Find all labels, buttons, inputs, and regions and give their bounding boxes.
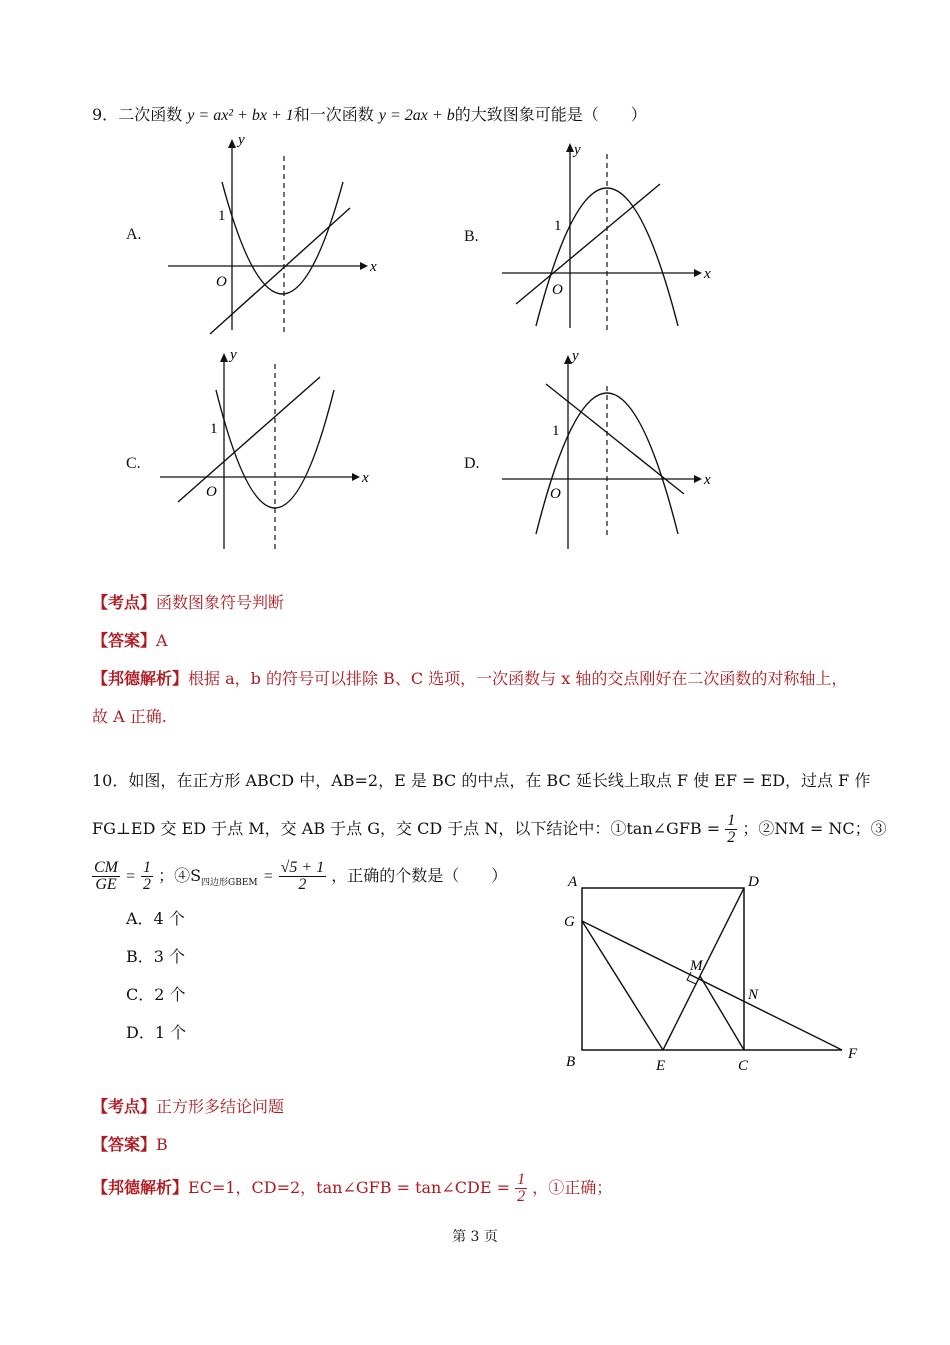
kaodian-tag: 【考点】 — [92, 593, 157, 612]
q9-option-d-label: D. — [464, 455, 480, 472]
label-m: M — [690, 958, 703, 974]
x-label: x — [704, 266, 711, 282]
frac-cm: CM — [94, 859, 118, 876]
q10-line1: 10．如图，在正方形 ABCD 中，AB=2，E 是 BC 的中点，在 BC 延长线上取点 F 使 EF = ED，过点 F 作 — [92, 771, 871, 790]
kaodian-tag: 【考点】 — [92, 1097, 157, 1116]
analysis-text-a: EC=1，CD=2，tan∠GFB = tan∠CDE = — [188, 1178, 511, 1197]
y-label: y — [230, 347, 237, 363]
y-label: y — [574, 142, 581, 158]
q10-line2 — [92, 812, 887, 846]
y-axis-arrow — [228, 139, 236, 148]
analysis-text-1: 根据 a，b 的符号可以排除 B、C 选项，一次函数与 x 轴的交点刚好在二次函数的对称轴上， — [188, 669, 848, 688]
q10-line3-b: ，正确的个数是（ ） — [331, 866, 508, 885]
q10-option-d: D．1 个 — [126, 1023, 187, 1042]
q9-graph-b — [496, 138, 726, 338]
q10-frac-half-2 — [141, 860, 153, 893]
q10-option-c: C．2 个 — [126, 985, 186, 1004]
origin-label: O — [552, 282, 563, 298]
x-label: x — [704, 472, 711, 488]
q10-line2-b: ；②NM = NC；③ — [742, 819, 887, 838]
x-axis-arrow — [694, 475, 702, 483]
q9-graph-c — [156, 344, 386, 554]
q10-line3: $\frac{CM}{GE}$ = $\frac{1}{2}$ ；$④S_{四边形GBEM}$ = $\frac{√5 + 1}{2}$ ，正确的个数是（ ） — [94, 859, 508, 893]
segment-ed — [663, 888, 744, 1050]
frac-num: 1 — [142, 859, 151, 876]
q9-number: 9． — [92, 105, 119, 124]
y-label: y — [572, 348, 579, 364]
answer-tag: 【答案】 — [92, 1135, 157, 1154]
label-f: F — [848, 1046, 858, 1062]
frac-den: 2 — [142, 876, 151, 893]
x-label: x — [370, 259, 377, 275]
one-label: 1 — [210, 421, 218, 437]
q9-analysis-line2: 故 A 正确. — [92, 707, 167, 726]
label-e: E — [656, 1058, 666, 1074]
q9-linear: y = 2ax + b — [378, 107, 455, 124]
origin-label: O — [550, 486, 561, 502]
q9-option-a-label: A. — [126, 226, 142, 243]
label-c: C — [738, 1058, 749, 1074]
q10-analysis — [92, 1168, 612, 1208]
x-axis-arrow — [360, 262, 368, 270]
q9-text-post: 的大致图象可能是（ ） — [454, 105, 647, 124]
analysis-tag: 【邦德解析】 — [92, 669, 189, 688]
y-axis-arrow — [564, 355, 572, 364]
frac-den: 2 — [517, 1188, 526, 1205]
q9-analysis-line1 — [92, 668, 847, 690]
segment-mc — [700, 976, 744, 1050]
q9-kaodian — [92, 592, 284, 614]
q9-graph-a — [160, 130, 390, 340]
label-d: D — [748, 874, 759, 890]
q10-option-a: A．4 个 — [126, 909, 185, 928]
q9-quadratic: y = ax² + bx + 1 — [187, 107, 294, 124]
frac-den: 2 — [727, 829, 736, 846]
line — [178, 377, 320, 502]
kaodian-text: 正方形多结论问题 — [156, 1097, 285, 1116]
q10-line3-a: ；④S — [158, 866, 202, 885]
q9-text-pre: 二次函数 — [118, 105, 183, 124]
frac-two: 2 — [298, 876, 307, 893]
kaodian-text: 函数图象符号判断 — [156, 593, 285, 612]
q9-option-c-label: C. — [126, 455, 141, 472]
q10-line2-a: FG⊥ED 交 ED 于点 M，交 AB 于点 G，交 CD 于点 N，以下结论中：①tan∠GFB = — [92, 819, 721, 838]
label-b: B — [566, 1054, 576, 1070]
label-n: N — [748, 987, 759, 1003]
answer-text: A — [156, 631, 168, 650]
q10-frac-sqrt5 — [279, 860, 327, 893]
q9-text-mid: 和一次函数 — [293, 105, 374, 124]
q9-option-b-label: B. — [464, 228, 479, 245]
q10-figure — [556, 866, 866, 1078]
frac-num: 1 — [727, 812, 736, 829]
q10-frac-cm-ge — [92, 860, 120, 893]
origin-label: O — [206, 484, 217, 500]
frac-ge: GE — [95, 876, 117, 893]
x-axis-arrow — [352, 473, 360, 481]
q9-graph-d — [496, 344, 726, 554]
q10-answer — [92, 1134, 168, 1156]
frac-num: 1 — [517, 1171, 526, 1188]
q10-option-b: B．3 个 — [126, 947, 186, 966]
q9-stem — [92, 104, 647, 127]
answer-text: B — [156, 1135, 168, 1154]
q10-kaodian — [92, 1096, 284, 1118]
q10-frac-half — [725, 813, 737, 846]
y-axis-arrow — [566, 143, 574, 152]
q9-answer — [92, 630, 168, 652]
x-axis-arrow — [694, 269, 702, 277]
one-label: 1 — [554, 218, 562, 234]
page-footer: 第 3 页 — [452, 1229, 498, 1245]
one-label: 1 — [218, 208, 226, 224]
origin-label: O — [216, 274, 227, 290]
q10-analysis-frac — [515, 1172, 527, 1205]
frac-sqrt5: √5 + 1 — [280, 859, 325, 876]
y-axis-arrow — [220, 353, 228, 362]
label-g: G — [564, 914, 575, 930]
label-a: A — [568, 874, 578, 890]
one-label: 1 — [552, 423, 560, 439]
x-label: x — [362, 470, 369, 486]
q10-area-subscript: 四边形GBEM — [201, 878, 258, 889]
parabola — [222, 182, 343, 294]
analysis-text-b: ，①正确； — [532, 1178, 613, 1197]
analysis-tag: 【邦德解析】 — [92, 1178, 189, 1197]
segment-gf — [582, 921, 842, 1050]
square-abcd — [582, 888, 744, 1050]
line — [516, 184, 660, 304]
answer-tag: 【答案】 — [92, 631, 157, 650]
y-label: y — [238, 132, 245, 148]
line — [210, 208, 350, 334]
